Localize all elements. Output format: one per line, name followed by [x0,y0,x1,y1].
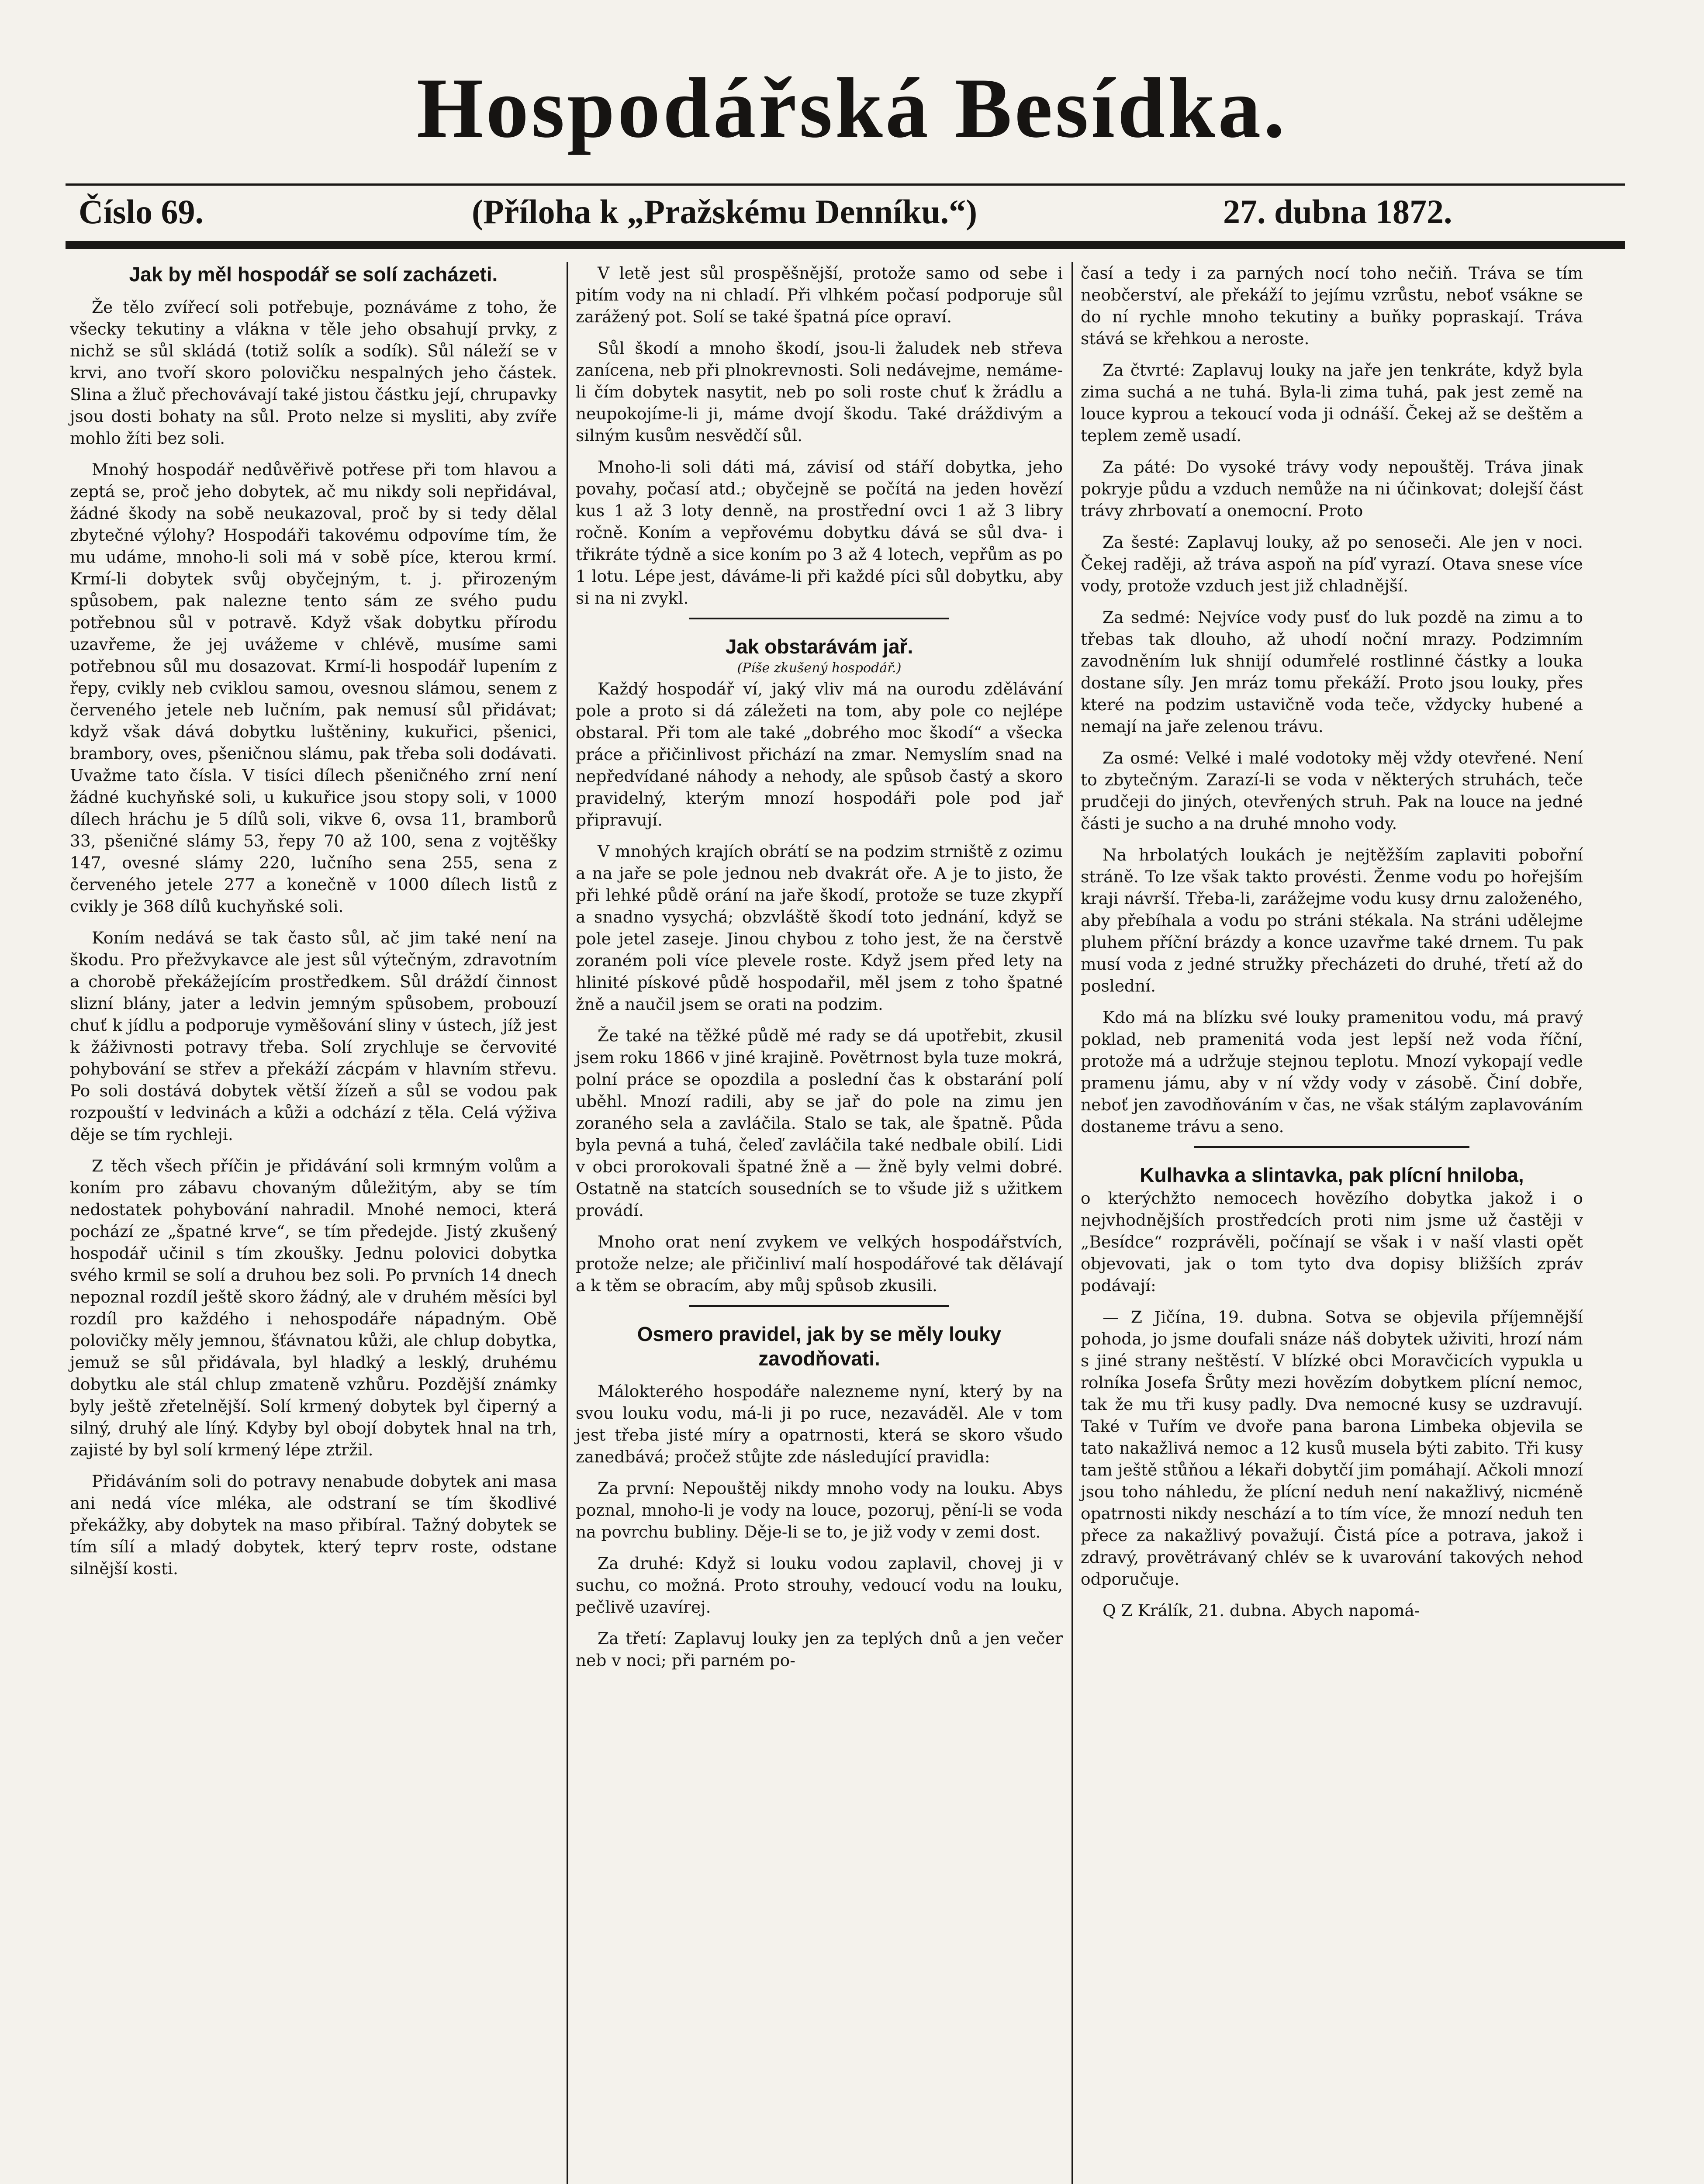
column-divider-2 [1071,262,1073,2184]
article-paragraph: Že tělo zvířecí soli potřebuje, poznáváme z toho, že všecky tekutiny a vlákna v těle jeho obsahují prvky, z nichž se sůl skládá (totiž solík a sodík). Sůl náleží se v krvi, ano tvoří skoro polovičku nespalných jeho částek. Slina a žluč přechovávají také jistou částku její, chrupavky jsou dosti bohaty na sůl. Proto nelze si mysliti, aby zvíře mohlo žíti bez soli. [70,297,557,448]
article-heading-cattle-disease: Kulhavka a slintavka, pak plícní hniloba, [1140,1164,1524,1186]
article-paragraph: Za osmé: Velké i malé vodotoky měj vždy otevřené. Není to zbytečným. Zarazí-li se voda v některých struhách, teče prudčeji do jiných, otevřených struh. Pak na louce na jedné části je sucho a na druhé mnoho vody. [1081,748,1583,833]
article-paragraph: Za čtvrté: Zaplavuj louky na jaře jen tenkráte, když byla zima suchá a ne tuhá. Byla-li zima tuhá, pak jest země na louce kyprou a tekoucí voda ji odnáší. Čekej až se deštěm a teplem země usadí. [1081,360,1583,445]
masthead-title: Hospodářská Besídka. [416,61,1288,156]
column-2 [576,262,1063,1671]
article-paragraph: Málokterého hospodáře nalezneme nyní, který by na svou louku vodu, má-li ji po ruce, nezaváděl. Ale v tom jest třeba jisté míry a opatrnosti, která se skoro všudo zanedbává; pročež stůjte zde následující pravidla: [576,1382,1063,1466]
article-paragraph: Sůl škodí a mnoho škodí, jsou-li žaludek neb střeva zanícena, neb při plnokrevnosti. Soli nedávejme, nemáme-li čím dobytek nasytit, neb po soli roste chuť k žrádlu a neupokojíme-li ji, máme dvojí škodu. Také dráždivým a silným kusům nesvědčí sůl. [576,339,1063,445]
article-paragraph: Za první: Nepouštěj nikdy mnoho vody na louku. Abys poznal, mnoho-li je vody na louce, pozoruj, pění-li se voda na povrchu bubliny. Děje-li se to, je již vody v zemi dost. [576,1479,1063,1541]
article-paragraph: Kdo má na blízku své louky pramenitou vodu, má pravý poklad, neb pramenitá voda jest lepší než voda říční, protože má a udržuje stejnou teplotu. Mnozí vykopají vedle pramenu jámu, aby v ní vždy vody v zásobě. Činí dobře, neboť jen zavodňováním v čas, ne však stálým zaplavováním dostaneme trávu a seno. [1081,1008,1583,1136]
column-1 [70,262,557,2184]
article-paragraph: Za druhé: Když si louku vodou zaplavil, chovej ji v suchu, co možná. Proto strouhy, vedoucí vodu na louku, pečlivě uzavírej. [576,1554,1063,1617]
article-paragraph: Že také na těžké půdě mé rady se dá upotřebit, zkusil jsem roku 1866 v jiné krajině. Povětrnost byla tuze mokrá, polní práce se opozdila a poslední čas k obstarání polí uběhl. Mnozí radili, aby se jař do pole na zimu jen zoraného sela a zavláčila. Stalo se tak, ale špatně. Půda byla pevná a tuhá, čeleď zavláčila také nedbale obilí. Lidi v obci prorokovali špatné žně a — žně byly velmi dobré. Ostatně na statcích sousedních se to všude již s užitkem provádí. [576,1026,1063,1220]
article-paragraph: V letě jest sůl prospěšnější, protože samo od sebe i pitím vody na ni chladí. Při vlhkém počasí podporuje sůl zarážený pot. Solí se také špatná píce opraví. [576,263,1063,326]
issue-number: Číslo 69. [79,193,204,231]
masthead-rule-bottom [66,241,1625,249]
article-paragraph: Koním nedává se tak často sůl, ač jim také není na škodu. Pro přežvykavce ale jest sůl výtečným, zdravotním a chorobě překážejícím prostředkem. Sůl dráždí činnost slizní blány, jater a ledvin jemným spůsobem, probouzí chuť k jídlu a podporuje vyměšování sliny v ústech, jíž jest k žáživnosti potravy třeba. Solí zrychluje se červovité pohybování se střev a překáží zácpám v hlavním střevu. Po soli dostává dobytek větší žízeň a sůl se vodou pak rozpouští v ledvinách a kůži a odchází z těla. Celá výživa děje se tím rychleji. [70,928,557,1144]
column-3 [1081,262,1583,1621]
article-heading-spring-crops: Jak obstarávám jař. [725,635,913,658]
article-paragraph: Mnohý hospodář nedůvěřivě potřese při tom hlavou a zeptá se, proč jeho dobytek, ač mu nikdy soli nepřidával, žádné škody na sobě neukazoval, proč by si tedy dělal zbytečné výlohy? Hospodáři takovému odpovíme tím, že mu udáme, mnoho-li soli má v sobě píce, kterou krmí. Krmí-li dobytek svůj obyčejným, t. j. přirozeným spůsobem, pak nalezne tento sám ze svého pudu potřebnou sůl v potravě. Když však dobytku přírodu uzavřeme, že jej uvážeme v chlévě, musíme sami potřebnou sůl mu dosazovat. Krmí-li hospodář lupením z řepy, cvikly neb cviklou samou, ovesnou slámou, senem z červeného jetele neb lučním, pak nemusí sůl přidávat; když však dává dobytku luštěniny, kukuřici, pšenici, brambory, oves, pšeničnou slámu, pak třeba soli dodávati. Uvažme tato čísla. V tisíci dílech pšeničného zrní není žádné kuchyňské soli, u kukuřice jsou stopy soli, v 1000 dílech hráchu je 5 dílů soli, vikve 6, ovsa 11, bramborů 33, pšeničné slámy 53, řepy 70 až 100, sena z vojtěšky 147, ovesné slámy 220, lučního sena 255, sena z červeného jetele 277 a konečně v 1000 dílech listů z cvikly je 368 dílů kuchyňské soli. [70,460,557,916]
article-paragraph: Mnoho orat není zvykem ve velkých hospodářstvích, protože nelze; ale přičinliví malí hospodářové tak dělávají a k těm se obracím, aby můj spůsob zkusili. [576,1232,1063,1295]
article-paragraph: Každý hospodář ví, jaký vliv má na ourodu zdělávání pole a proto si dá záležeti na tom, aby pole co nejlépe obstaral. Při tom ale také „dobrého moc škodí“ a všecka práce a přičinlivost přichází na zmar. Nemyslím snad na nepředvídané náhody a nehody, ale spůsob častý a skoro pravidelný, kterým mnozí hospodáři pole pod jař připravují. [576,679,1063,829]
issue-date: 27. dubna 1872. [1223,193,1452,231]
article-paragraph: Mnoho-li soli dáti má, závisí od stáří dobytka, jeho povahy, počasí atd.; obyčejně se počítá na jeden hovězí kus 1 až 3 loty denně, na prostřední ovci 1 až 3 libry ročně. Koním a vepřovému dobytku dává se sůl dva- i třikráte týdně a sice koním po 3 až 4 lotech, vepřům as po 1 lotu. Lépe jest, dáváme-li při každé píci sůl dobytku, aby si na ni zvykl. [576,457,1063,608]
article-paragraph: Za třetí: Zaplavuj louky jen za teplých dnů a jen večer neb v noci; při parném po- [576,1629,1063,1670]
article-paragraph: Za páté: Do vysoké trávy vody nepouštěj. Tráva jinak pokryje půdu a vzduch nemůže na ni účinkovat; dolejší část trávy zhrbovatí a onemocní. Proto [1081,457,1583,520]
issue-supplement: (Příloha k „Pražskému Denníku.“) [472,193,978,231]
article-paragraph: Na hrbolatých loukách je nejtěžším zaplaviti pobořní stráně. To lze však takto provésti. Ženme vodu po hořejším kraji návrší. Třeba-li, zarážejme vodu kusy drnu založeného, aby přebíhala a vodu po stráni stékala. Na stráni udělejme pluhem příční brázdy a konce uzavřme také drnem. Tu pak musí voda z jedné stružky přecházeti do druhé, třetí až do poslední. [1081,845,1583,995]
article-paragraph: časí a tedy i za parných nocí toho nečiň. Tráva se tím neobčerství, ale překáží to jejímu vzrůstu, neboť vsákne se do ní rychle mnoho tekutiny a buňky popraskají. Tráva stává se křehkou a neroste. [1081,263,1583,348]
section-divider [689,1305,949,1307]
article-paragraph: Za sedmé: Nejvíce vody pusť do luk pozdě na zimu a to třebas tak dlouho, až uhodí noční mrazy. Podzimním zavodněním luk shnijí odumřelé rostlinné částky a louka dostane síly. Jen mráz tomu překáží. Proto jsou louky, přes které na podzim ustavičně voda teče, vždycky hubené a nemají na jaře zelenou trávu. [1081,608,1583,736]
section-divider [689,618,949,619]
masthead-rule-top [66,183,1625,186]
article-paragraph: Z těch všech příčin je přidávání soli krmným volům a koním pro zábavu chovaným důležitým, aby se tím nedostatek pohybování nahradil. Mnohé nemoci, která pochází ze „špatné krve“, se tím předejde. Jistý zkušený hospodář učinil s tím zkoušky. Jednu polovici dobytka svého krmil se solí a druhou bez soli. Po prvních 14 dnech nepoznal rozdíl ještě skoro žádný, ale v druhém měsíci byl rozdíl pro každého i nehospodáře nápadným. Obě polovičky měly jemnou, šťávnatou kůži, ale chlup dobytka, jemuž se sůl přidávala, byl hladký a lesklý, druhému dobytku ale stál chlup zmateně vzhůru. Pozdější známky byly ještě zřetelnější. Solí krmený dobytek byl čiperný a silný, druhý ale líný. Kdyby byl obojí dobytek hnal na trh, zajisté by byl solí krmený lépe ztržil. [70,1156,557,1459]
article-paragraph: o kterýchžto nemocech hovězího dobytka jakož i o nejvhodnějších prostředcích proti nim jsme už častěji v „Besídce“ rozprávěli, počínají se však i v naší vlasti opět objevovati, jak o tom tyto dva dopisy bližších zpráv podávají: [1081,1189,1583,1295]
article-paragraph: Q Z Králík, 21. dubna. Abych napomá- [1103,1601,1420,1620]
column-divider-1 [567,262,568,2184]
article-heading-salt: Jak by měl hospodář se solí zacházeti. [129,263,498,286]
article-paragraph: V mnohých krajích obrátí se na podzim strniště z ozimu a na jaře se pole jednou neb dvakrát oře. A je to jisto, že při lehké půdě orání na jaře škodí, protože se tuze zkypří a snadno vysychá; obzvláště škodí toto jednání, když se pole jetel zaseje. Jinou chybou z toho jest, že na čerstvě zoraném poli více plevele roste. Když jsem před lety na hlinité pískové půdě hospodařil, měl jsem z toho špatné žně a naučil jsem se orati na podzim. [576,842,1063,1014]
article-paragraph: Za šesté: Zaplavuj louky, až po senoseči. Ale jen v noci. Čekej raději, až tráva aspoň na píď vyrazí. Otava snese více vody, protože vzduch jest již chladnější. [1081,532,1583,595]
article-paragraph: Přidáváním soli do potravy nenabude dobytek ani masa ani nedá více mléka, ale odstraní se tím škodlivé překážky, aby dobytek na maso přibíral. Tažný dobytek se tím sílí a mladý dobytek, který teprv roste, odstane silnější kosti. [70,1472,557,1578]
article-paragraph: — Z Jičína, 19. dubna. Sotva se objevila příjemnější pohoda, jo jsme doufali snáze náš dobytek uživiti, hrozí nám s jiné strany neštěstí. V blízké obci Moravčicích vypukla u rolníka Josefa Šrůty mezi hovězím dobytkem plícní nemoc, tak že mu tři kusy padly. Dva nemocné kusy se uzdravují. Také v Tuřím ve dvoře pana barona Limbeka objevila se tato nakažlivá nemoc a 12 kusů musela býti zabito. Tři kusy tam ještě stůňou a lékaři dobytčí jim pomáhají. Ačkoli mnozí jsou toho náhledu, že plícní neduh není nakažlivý, nicméně opatrnosti nikdy neschází a to tím více, že mnozí neduh ten přece za nakažlivý považují. Čistá píce a potrava, jakož i zdravý, provětrávaný chlév se k uvarování takových nehod odporučuje. [1081,1307,1583,1589]
article-byline: (Píše zkušený hospodář.) [737,660,902,676]
article-heading-meadows: Osmero pravidel, jak by se měly louky zavodňovati. [637,1323,1002,1370]
section-divider [1194,1146,1469,1148]
